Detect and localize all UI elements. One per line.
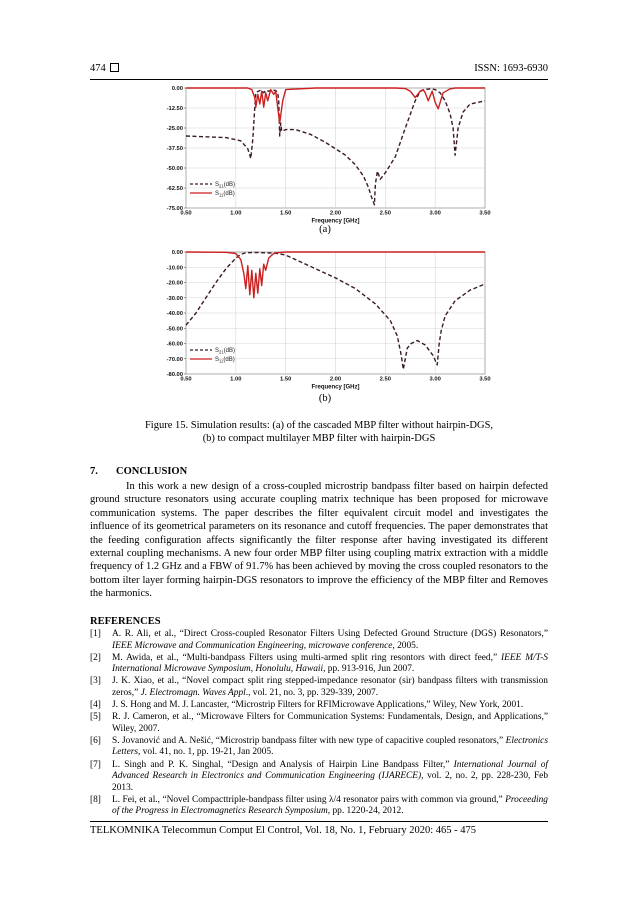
y-tick-label: -20.00: [166, 280, 183, 287]
references-title: REFERENCES: [90, 616, 161, 627]
x-tick-label: 1.50: [280, 210, 292, 217]
simulation-chart-a: [150, 86, 495, 224]
y-tick-label: -37.50: [166, 146, 183, 152]
legend-label: $S_{21}(dB)$: [215, 182, 236, 189]
x-tick-label: 2.50: [379, 376, 391, 383]
reference-item: [3] J. K. Xiao, et al., “Novel compact split ring stepped-impedance resonator (sir) bandpass filters with transmission zeros,” J. Electromagn. Waves Appl., vol. 21, no. 3, pp. 329-339, 2007.: [90, 676, 548, 698]
reference-item: [1] A. R. Ali, et al., “Direct Cross-coupled Resonator Filters Using Defected Ground Structure (DGS) Resonators,” IEEE Microwave and Communication Engineering, microwave conference, 2005.: [90, 629, 548, 651]
reference-number: [2]: [90, 652, 101, 663]
y-tick-label: -30.00: [166, 295, 183, 302]
header-rule: [90, 79, 548, 80]
simulation-chart-b: [150, 250, 495, 390]
y-tick-label: -10.00: [166, 265, 183, 272]
figure-caption-line-2: (b) to compact multilayer MBP filter with hairpin-DGS: [202, 433, 436, 444]
figure-caption: [90, 419, 548, 445]
y-tick-label: -40.00: [166, 311, 183, 317]
references-list: [90, 629, 548, 819]
reference-number: [5]: [90, 712, 101, 723]
reference-number: [3]: [90, 676, 101, 687]
legend-label: $S_{11}(dB)$: [215, 357, 235, 364]
page-footer: TELKOMNIKA Telecommun Comput El Control, Vol. 18, No. 1, February 2020: 465 - 475: [90, 825, 476, 836]
legend-label: $S_{21}(dB)$: [215, 348, 236, 355]
reference-item: [8] L. Fei, et al., “Novel Compacttriple-bandpass filter using λ/4 resonator pairs with common via ground,” Proceeding of the Progress in Electromagnetics Research Symposium, pp. 1220-24, 2012.: [90, 794, 548, 817]
x-tick-label: 3.50: [479, 376, 491, 383]
x-axis-label: Frequency [GHz]: [311, 384, 360, 390]
reference-number: [6]: [90, 735, 101, 746]
section-title: CONCLUSION: [116, 466, 188, 477]
journal-issn: ISSN: 1693-6930: [474, 63, 548, 74]
x-tick-label: 3.00: [429, 210, 441, 217]
x-tick-label: 3.00: [429, 376, 441, 383]
conclusion-paragraph: In this work a new design of a cross-coupled microstrip bandpass filter based on hairpin defected ground structure resonators using accurate coupling matrix technique has been proposed for microwave communication systems. The paper describes the filter equivalent circuit model and investigates the influence of its geometrical parameters on its resonance and cutoff frequencies. The paper demonstrates that the feeding configuration affects significantly the filter response after having investigated its different external coupling mechanisms. A new four order MBP filter using coupling matrix extraction with a middle frequency of 1.2 GHz and a FBW of 91.7% has been achieved by moving the cross coupled resonators to the bottom ilter layer forming hairpin-DGS resonators to improve the efficiency of the MBP filter and Removes the harmonics.: [90, 481, 548, 600]
x-tick-label: 1.00: [230, 210, 242, 217]
x-tick-label: 2.00: [329, 210, 342, 217]
reference-number: [4]: [90, 700, 101, 711]
reference-item: [5] R. J. Cameron, et al., “Microwave Filters for Communication Systems: Fundamentals, Design, and Applications,” Wiley, 2007.: [90, 712, 548, 734]
reference-item: [2] M. Awida, et al., “Multi-bandpass Filters using multi-armed split ring resontors with direct feed,” IEEE M/T-S International Microwave Symposium, Honolulu, Hawaii, pp. 913-916, Jun 2007.: [90, 652, 548, 675]
section-number: 7.: [90, 466, 98, 477]
y-tick-label: -80.00: [166, 372, 183, 378]
x-tick-label: 2.50: [379, 210, 391, 217]
reference-number: [1]: [90, 629, 101, 639]
x-tick-label: 0.50: [180, 376, 192, 383]
x-tick-label: 0.50: [180, 210, 192, 217]
x-tick-label: 1.50: [280, 376, 292, 383]
x-tick-label: 3.50: [479, 210, 491, 217]
reference-item: [7] L. Singh and P. K. Singhal, “Design and Analysis of Hairpin Line Bandpass Filter,” International Journal of Advanced Research in Electronics and Communication Engineering (IJARECE), vol. 2, no. 2, pp. 228-230, Feb 2013.: [90, 759, 549, 793]
legend-label: $S_{11}(dB)$: [215, 191, 235, 198]
x-axis-label: Frequency [GHz]: [311, 218, 360, 224]
y-tick-label: -70.00: [166, 356, 183, 363]
x-tick-label: 1.00: [230, 376, 242, 383]
reference-item: [6] S. Jovanović and A. Nešić, “Microstrip bandpass filter with new type of capacitive coupled resonators,” Electronics Letters, vol. 41, no. 1, pp. 19-21, Jan 2005.: [90, 735, 548, 758]
y-tick-label: -60.00: [166, 341, 183, 348]
y-tick-label: -75.00: [166, 206, 183, 212]
x-tick-label: 2.00: [329, 376, 342, 383]
footer-rule: [90, 821, 548, 822]
y-tick-label: -50.00: [166, 326, 183, 333]
y-tick-label: -50.00: [166, 166, 183, 172]
subfigure-label-a: (a): [319, 224, 331, 235]
reference-number: [7]: [90, 759, 101, 770]
y-tick-label: -12.50: [166, 106, 183, 112]
reference-item: [4] J. S. Hong and M. J. Lancaster, “Microstrip Filters for RFIMicrowave Applications,” Wiley, New York, 2001.: [90, 700, 524, 711]
section-heading: [90, 466, 187, 477]
reference-number: [8]: [90, 794, 101, 805]
subfigure-label-b: (b): [318, 393, 332, 404]
y-tick-label: 0.00: [171, 250, 183, 256]
y-tick-label: -62.50: [166, 186, 183, 192]
y-tick-label: -25.00: [166, 126, 183, 132]
y-tick-label: 0.00: [171, 86, 183, 92]
box-symbol-icon: [110, 63, 119, 72]
figure-caption-line-1: Figure 15. Simulation results: (a) of the cascaded MBP filter without hairpin-DGS,: [144, 420, 494, 431]
page-number: 474: [90, 63, 119, 74]
